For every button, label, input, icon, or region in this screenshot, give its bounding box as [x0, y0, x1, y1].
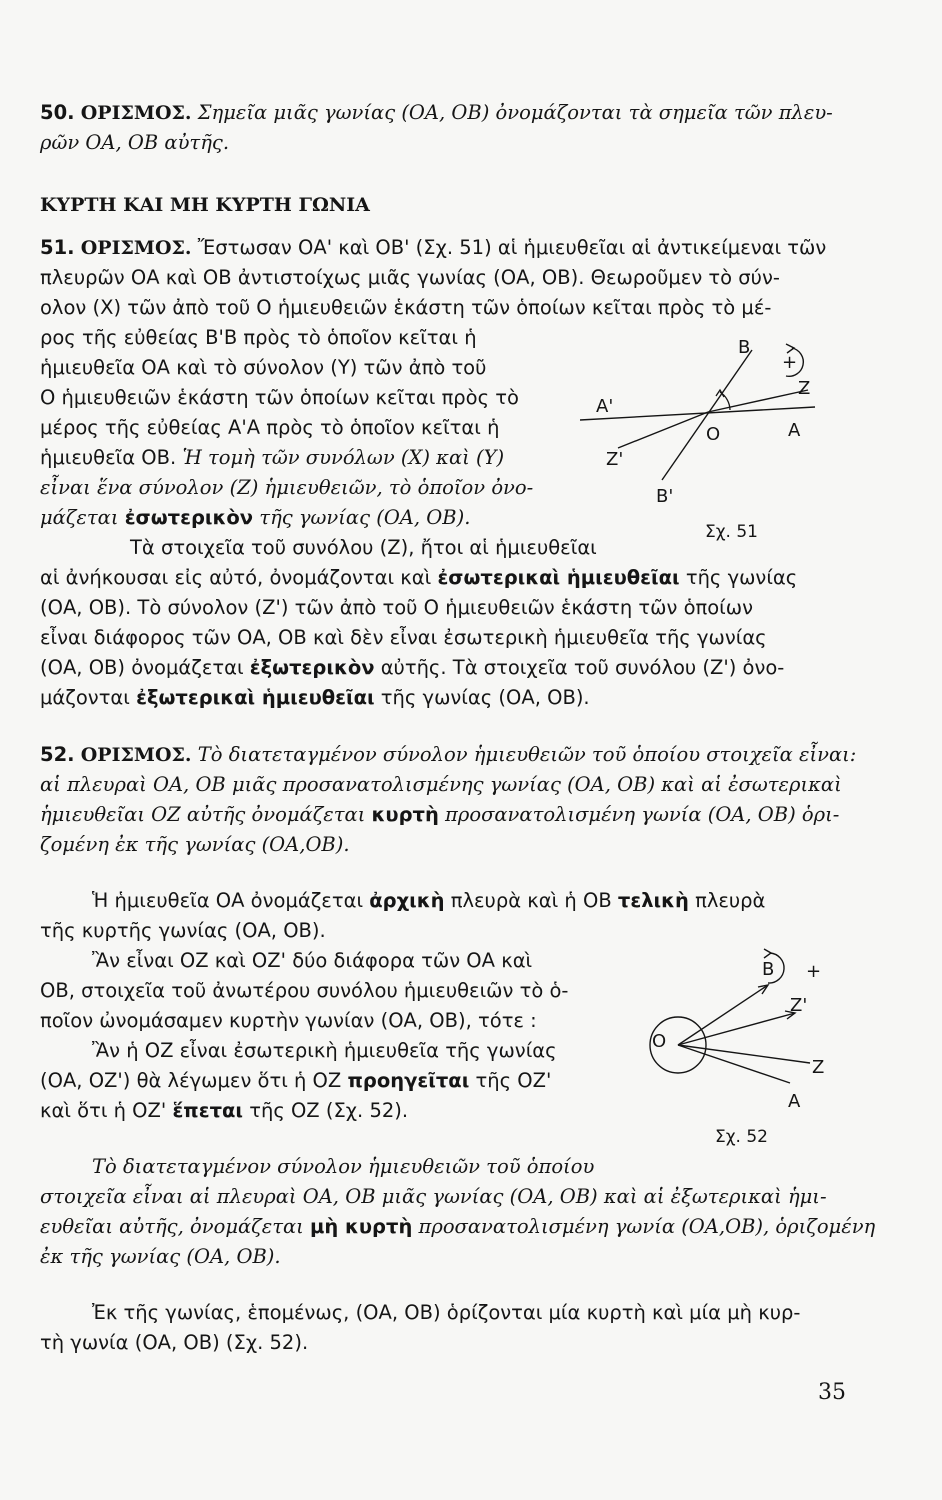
def52-p3-text5c: τῆς ΟΖ' — [469, 1069, 552, 1092]
def51-line7: μέρος τῆς εὐθείας Α'Α πρὸς τὸ ὁποῖον κεῖται ἡ — [40, 416, 500, 439]
def51-text16a: μάζονται — [40, 686, 137, 709]
def52-p3-text6b: ἕπεται — [172, 1099, 244, 1122]
def51-text16c: τῆς γωνίας (ΟΑ, ΟΒ). — [374, 686, 590, 709]
def52-line2: αἱ πλευραὶ ΟΑ, ΟΒ μιᾶς προσανατολισμένης γωνίας (ΟΑ, ΟΒ) καὶ αἱ ἐσωτερικαὶ — [40, 773, 842, 796]
def52-line1 — [40, 740, 860, 770]
def52-line3 — [40, 800, 860, 830]
def51-label: ΟΡΙΣΜΟΣ. — [80, 237, 192, 259]
def51-line6: Ο ἡμιευθειῶν ἑκάστη τῶν ὁποίων κεῖται πρὸς τὸ — [40, 386, 519, 409]
def52-text3a: ἡμιευθεῖαι ΟΖ αὐτῆς ὀνομάζεται — [40, 803, 372, 826]
def52-p4-text3c: προσανατολισμένη γωνία (ΟΑ,ΟΒ), ὁριζομένη — [412, 1215, 876, 1238]
ray-OZprime — [678, 1013, 795, 1045]
def51-line2: πλευρῶν ΟΑ καὶ ΟΒ ἀντιστοίχως μιᾶς γωνίας (ΟΑ, ΟΒ). Θεωροῦμεν τὸ σύν- — [40, 266, 780, 289]
def52-label: ΟΡΙΣΜΟΣ. — [80, 744, 192, 766]
arrowhead-B — [758, 985, 768, 994]
def51-line4: ρος τῆς εὐθείας Β'Β πρὸς τὸ ὁποῖον κεῖται ἡ — [40, 326, 477, 349]
orientation-arrowhead — [764, 949, 771, 958]
page-number: 35 — [818, 1380, 846, 1405]
def52-p3-line6 — [40, 1096, 585, 1126]
def52-p2-text1a: Ἡ ἡμιευθεῖα ΟΑ ὀνομάζεται — [92, 889, 370, 912]
fig51-label-Z: Ζ — [798, 378, 811, 399]
line-Aprime-A — [580, 407, 815, 420]
def51-text12c: τῆς γωνίας — [679, 566, 798, 589]
def52-p3-line1: Ἂν εἶναι ΟΖ καὶ ΟΖ' δύο διάφορα τῶν ΟΑ καὶ — [92, 949, 533, 972]
fig52-label-Z: Ζ — [812, 1057, 825, 1078]
def52-text3b: κυρτὴ — [371, 803, 439, 826]
fig51-label-plus: + — [782, 352, 798, 373]
ray-OB — [678, 985, 768, 1045]
def51-line9: εἶναι ἕνα σύνολον (Ζ) ἡμιευθειῶν, τὸ ὁποῖον ὀνο- — [40, 476, 534, 499]
def52-p3-text6a: καὶ ὅτι ἡ ΟΖ' — [40, 1099, 173, 1122]
figure-52 — [640, 945, 870, 1115]
def51-line13: (ΟΑ, ΟΒ). Τὸ σύνολον (Ζ') τῶν ἀπὸ τοῦ Ο ἡμιευθειῶν ἑκάστη τῶν ὁποίων — [40, 596, 754, 619]
fig51-label-B: Β — [738, 337, 751, 358]
def51-text12b: ἐσωτερικαὶ ἡμιευθεῖαι — [437, 566, 680, 589]
def52-p3-line2: ΟΒ, στοιχεῖα τοῦ ἀνωτέρου συνόλου ἡμιευθειῶν τὸ ὁ- — [40, 979, 569, 1002]
def51-text15b: ἐξωτερικὸν — [249, 656, 375, 679]
fig51-label-Zprime: Ζ' — [606, 449, 624, 470]
fig52-label-A: Α — [788, 1091, 801, 1112]
def51-line1 — [40, 233, 860, 263]
def52-p3-text5a: (ΟΑ, ΟΖ') θὰ λέγωμεν ὅτι ἡ ΟΖ — [40, 1069, 348, 1092]
def51-line14: εἶναι διάφορος τῶν ΟΑ, ΟΒ καὶ δὲν εἶναι ἐσωτερικὴ ἡμιευθεῖα τῆς γωνίας — [40, 626, 767, 649]
fig51-label-Bprime: Β' — [656, 486, 674, 507]
fig52-caption: Σχ. 52 — [715, 1127, 769, 1147]
def50-line1 — [40, 98, 860, 128]
def52-p2-line1 — [92, 886, 912, 916]
def50-number: 50. — [40, 101, 75, 124]
def51-text15c: αὐτῆς. Τὰ στοιχεῖα τοῦ συνόλου (Ζ') ὀνο- — [374, 656, 785, 679]
def52-p5-line2: τὴ γωνία (ΟΑ, ΟΒ) (Σχ. 52). — [40, 1331, 309, 1354]
fig52-label-Zprime: Ζ' — [790, 995, 808, 1016]
def51-text10c: τῆς γωνίας (ΟΑ, ΟΒ). — [253, 506, 471, 529]
def51-line8 — [40, 443, 585, 473]
def52-p5-line1: Ἐκ τῆς γωνίας, ἑπομένως, (ΟΑ, ΟΒ) ὁρίζονται μία κυρτὴ καὶ μία μὴ κυρ- — [92, 1301, 801, 1324]
fig52-label-O: Ο — [652, 1031, 667, 1052]
def52-p3-line3: ποῖον ὠνομάσαμεν κυρτὴν γωνίαν (ΟΑ, ΟΒ), τότε : — [40, 1009, 537, 1032]
def52-p2-text1c: πλευρὰ καὶ ἡ ΟΒ — [444, 889, 618, 912]
fig51-label-Aprime: Α' — [596, 396, 614, 417]
def51-text8b: Ἡ τομὴ τῶν συνόλων (Χ) καὶ (Υ) — [182, 446, 505, 469]
def51-line15 — [40, 653, 860, 683]
def51-text8a: ἡμιευθεῖα ΟΒ. — [40, 446, 183, 469]
def52-p4-line2: στοιχεῖα εἶναι αἱ πλευραὶ ΟΑ, ΟΒ μιᾶς γωνίας (ΟΑ, ΟΒ) καὶ αἱ ἐξωτερικαὶ ἡμι- — [40, 1185, 827, 1208]
def52-p4-line1: Τὸ διατεταγμένον σύνολον ἡμιευθειῶν τοῦ ὁποίου — [92, 1155, 595, 1178]
def52-p2-text1e: πλευρὰ — [688, 889, 766, 912]
def51-line11: Τὰ στοιχεῖα τοῦ συνόλου (Ζ), ἤτοι αἱ ἡμιευθεῖαι — [130, 536, 597, 559]
def51-text10b: ἐσωτερικὸν — [124, 506, 254, 529]
def51-line3: ολον (Χ) τῶν ἀπὸ τοῦ Ο ἡμιευθειῶν ἑκάστη τῶν ὁποίων κεῖται πρὸς τὸ μέ- — [40, 296, 772, 319]
def52-line4: ζομένη ἐκ τῆς γωνίας (ΟΑ,ΟΒ). — [40, 833, 350, 856]
def52-text3c: προσανατολισμένη γωνία (ΟΑ, ΟΒ) ὁρι- — [438, 803, 840, 826]
def51-line16 — [40, 683, 860, 713]
def52-p4-line3 — [40, 1212, 876, 1242]
fig51-label-O: Ο — [706, 424, 721, 445]
section-title: ΚΥΡΤΗ ΚΑΙ ΜΗ ΚΥΡΤΗ ΓΩΝΙΑ — [40, 194, 370, 216]
def51-number: 51. — [40, 236, 75, 259]
def51-text12a: αἱ ἀνήκουσαι εἰς αὐτό, ὀνομάζονται καὶ — [40, 566, 438, 589]
def51-line12 — [40, 563, 860, 593]
def52-p2-line2: τῆς κυρτῆς γωνίας (ΟΑ, ΟΒ). — [40, 919, 326, 942]
def52-p2-text1b: ἀρχικὴ — [369, 889, 445, 912]
def52-p3-text6c: τῆς ΟΖ (Σχ. 52). — [243, 1099, 409, 1122]
def51-text16b: ἐξωτερικαὶ ἡμιευθεῖαι — [136, 686, 375, 709]
def50-text1: Σημεῖα μιᾶς γωνίας (ΟΑ, ΟΒ) ὀνομάζονται τὰ σημεῖα τῶν πλευ- — [197, 101, 833, 124]
def52-p2-text1d: τελικὴ — [617, 889, 689, 912]
def52-p3-text5b: προηγεῖται — [347, 1069, 470, 1092]
fig51-label-A: Α — [788, 420, 801, 441]
def51-text1: Ἔστωσαν ΟΑ' καὶ ΟΒ' (Σχ. 51) αἱ ἡμιευθεῖαι αἱ ἀντικείμεναι τῶν — [197, 236, 827, 259]
def51-line5: ἡμιευθεῖα ΟΑ καὶ τὸ σύνολον (Υ) τῶν ἀπὸ τοῦ — [40, 356, 487, 379]
figure-51 — [580, 330, 880, 520]
fig52-label-B: Β — [762, 959, 775, 980]
def52-text1: Τὸ διατεταγμένον σύνολον ἡμιευθειῶν τοῦ ὁποίου στοιχεῖα εἶναι: — [197, 743, 857, 766]
def52-p4-text3b: μὴ κυρτὴ — [310, 1215, 413, 1238]
def50-label: ΟΡΙΣΜΟΣ. — [80, 102, 192, 124]
fig52-label-plus: + — [806, 961, 822, 982]
def52-p3-line4: Ἂν ἡ ΟΖ εἶναι ἐσωτερικὴ ἡμιευθεῖα τῆς γωνίας — [92, 1039, 557, 1062]
def51-text15a: (ΟΑ, ΟΒ) ὀνομάζεται — [40, 656, 250, 679]
def52-p3-line5 — [40, 1066, 585, 1096]
def51-line10 — [40, 503, 585, 533]
ray-OZ — [678, 1045, 810, 1063]
def52-p4-text3a: ευθεῖαι αὐτῆς, ὀνομάζεται — [40, 1215, 311, 1238]
def50-line2: ρῶν ΟΑ, ΟΒ αὐτῆς. — [40, 131, 230, 154]
def52-number: 52. — [40, 743, 75, 766]
def52-p4-line4: ἐκ τῆς γωνίας (ΟΑ, ΟΒ). — [40, 1245, 281, 1268]
fig51-caption: Σχ. 51 — [705, 522, 759, 542]
ray-OA — [678, 1045, 790, 1083]
def51-text10a: μάζεται — [40, 506, 125, 529]
